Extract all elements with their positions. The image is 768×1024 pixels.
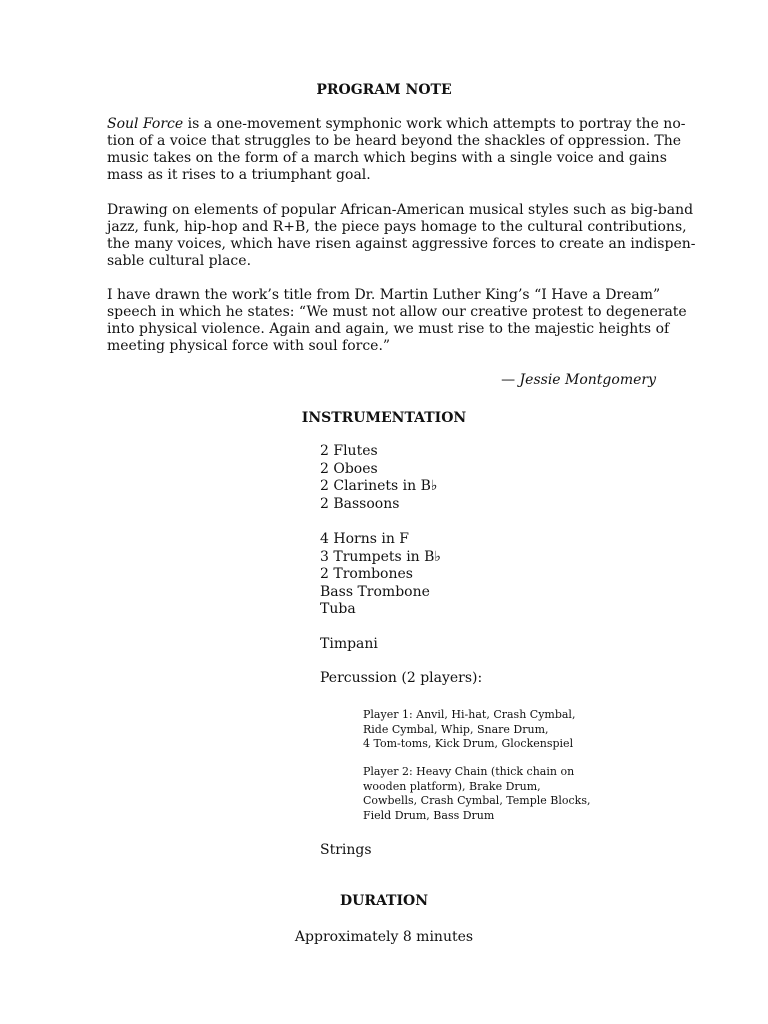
instrument-item: 3 Trumpets in B♭ [320, 548, 442, 565]
paragraph-line: Drawing on elements of popular African-American musical styles such as big-band [107, 202, 694, 218]
paragraph-line: meeting physical force with soul force.” [107, 338, 391, 354]
instrument-item: 2 Clarinets in B♭ [320, 478, 438, 494]
percussion-line: wooden platform), Brake Drum, [363, 779, 541, 793]
percussion-label: Percussion (2 players): [320, 670, 483, 686]
program-note-paragraph-1 [107, 116, 686, 184]
instrument-item: 2 Trombones [320, 566, 413, 582]
instrument-item: 2 Oboes [320, 460, 378, 477]
paragraph-line: I have drawn the work’s title from Dr. Martin Luther King’s “I Have a Dream” [107, 287, 661, 303]
paragraph-line: mass as it rises to a triumphant goal. [107, 167, 371, 183]
instrument-item: 2 Bassoons [320, 495, 400, 512]
timpani-item: Timpani [320, 636, 378, 652]
paragraph-line: the many voices, which have risen against aggressive forces to create an indispen- [107, 236, 696, 252]
paragraph-line: speech in which he states: “We must not allow our creative protest to degenerate [107, 304, 687, 320]
woodwinds-list [320, 443, 437, 513]
program-note-paragraph-2 [107, 202, 696, 270]
program-note-heading: PROGRAM NOTE [316, 82, 452, 98]
instrument-item: Tuba [320, 601, 356, 617]
paragraph-line: jazz, funk, hip-hop and R+B, the piece pays homage to the cultural contributions, [107, 219, 687, 235]
work-title: Soul Force [107, 116, 184, 132]
strings-item: Strings [320, 842, 372, 858]
paragraph-line: into physical violence. Again and again, we must rise to the majestic heights of [107, 321, 670, 337]
percussion-line: Player 1: Anvil, Hi-hat, Crash Cymbal, [363, 708, 576, 721]
instrument-item: Bass Trombone [320, 583, 430, 600]
paragraph-line: music takes on the form of a march which begins with a single voice and gains [107, 150, 667, 166]
percussion-line: Player 2: Heavy Chain (thick chain on [363, 765, 575, 778]
brass-list [320, 531, 441, 619]
instrumentation-heading: INSTRUMENTATION [301, 410, 467, 426]
percussion-line: Field Drum, Bass Drum [363, 808, 495, 822]
paragraph-line: Soul Force is a one-movement symphonic work which attempts to portray the no- [107, 116, 686, 132]
percussion-line: Cowbells, Crash Cymbal, Temple Blocks, [363, 794, 591, 807]
percussion-player-2 [363, 765, 591, 823]
instrument-item: 4 Horns in F [320, 531, 409, 547]
duration-text: Approximately 8 minutes [294, 929, 474, 945]
percussion-line: 4 Tom-toms, Kick Drum, Glockenspiel [363, 737, 574, 750]
paragraph-line: tion of a voice that struggles to be heard beyond the shackles of oppression. The [107, 133, 681, 149]
paragraph-line: sable cultural place. [107, 253, 252, 269]
composer-name: Jessie Montgomery [519, 372, 656, 388]
percussion-line: Ride Cymbal, Whip, Snare Drum, [363, 722, 549, 736]
signature: — Jessie Montgomery [501, 372, 656, 388]
duration-heading: DURATION [339, 893, 429, 909]
program-note-paragraph-3 [107, 287, 687, 355]
percussion-player-1 [363, 708, 575, 752]
instrument-item: 2 Flutes [320, 443, 378, 459]
